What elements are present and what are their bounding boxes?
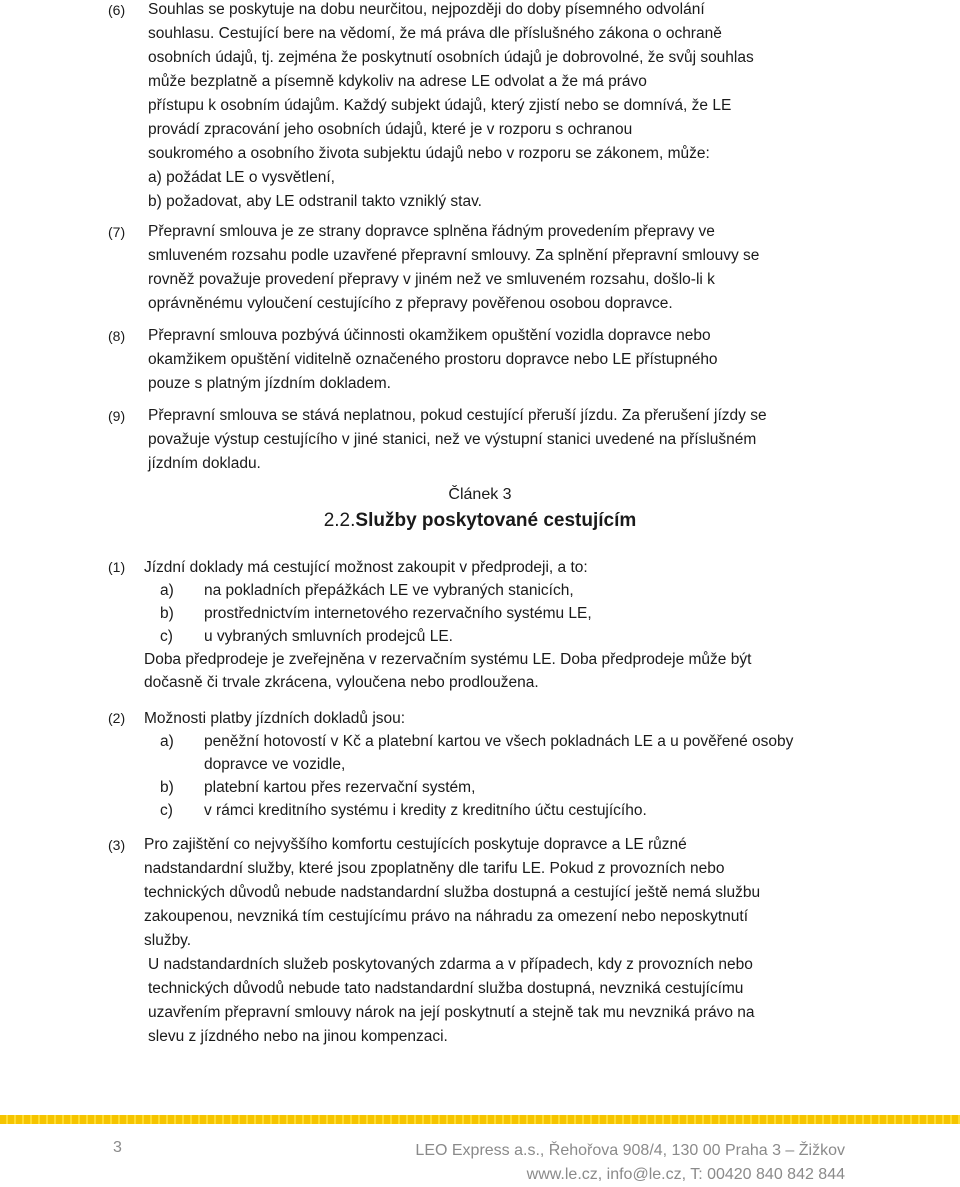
text-line: pouze s platným jízdním dokladem. bbox=[148, 375, 391, 392]
clause-number: (1) bbox=[108, 559, 126, 575]
text-line: osobních údajů, tj. zejména že poskytnutí osobních údajů je dobrovolné, že svůj souhlas bbox=[148, 49, 754, 66]
clause-8 bbox=[108, 324, 848, 396]
text-line: uzavřením přepravní smlouvy nárok na její poskytnutí a stejně tak mu nevzniká právo na bbox=[148, 1004, 755, 1021]
text-line: přístupu k osobním údajům. Každý subjekt údajů, který zjistí nebo se domnívá, že LE bbox=[148, 97, 732, 114]
text-line: zakoupenou, nevzniká tím cestujícímu právo na náhradu za omezení nebo neposkytnutí bbox=[144, 908, 749, 925]
list-item bbox=[160, 579, 848, 602]
item-text: peněžní hotovostí v Kč a platební kartou ve všech pokladnách LE a u pověřené osoby dopravce ve vozidle, bbox=[204, 733, 794, 773]
text-line: technických důvodů nebude tato nadstandardní služba dostupná, nevzniká cestujícímu bbox=[148, 980, 744, 997]
section-intro: Možnosti platby jízdních dokladů jsou: bbox=[144, 710, 406, 727]
text-line: smluveném rozsahu podle uzavřené přepravní smlouvy. Za splnění přepravní smlouvy se bbox=[148, 247, 760, 264]
section-1 bbox=[108, 556, 848, 694]
text-line: soukromého a osobního života subjektu údajů nebo v rozporu se zákonem, může: bbox=[148, 145, 710, 162]
article-heading bbox=[0, 510, 960, 532]
list-item bbox=[160, 776, 848, 799]
text-line: Přepravní smlouva se stává neplatnou, pokud cestující přeruší jízdu. Za přerušení jízdy se bbox=[148, 407, 767, 424]
section-extra bbox=[148, 953, 848, 1049]
item-text: prostřednictvím internetového rezervačního systému LE, bbox=[204, 605, 592, 622]
text-line: U nadstandardních služeb poskytovaných zdarma a v případech, kdy z provozních nebo bbox=[148, 956, 753, 973]
item-marker: b) bbox=[160, 779, 174, 796]
clause-number: (7) bbox=[108, 224, 126, 240]
clause-number: (6) bbox=[108, 2, 126, 18]
clause-number: (3) bbox=[108, 837, 126, 853]
text-line: Pro zajištění co nejvyššího komfortu cestujících poskytuje dopravce a LE různé bbox=[144, 836, 687, 853]
text-line: provádí zpracování jeho osobních údajů, které je v rozporu s ochranou bbox=[148, 121, 633, 138]
list-item bbox=[160, 602, 848, 625]
clause-number: (9) bbox=[108, 408, 126, 424]
text-line: Přepravní smlouva je ze strany dopravce splněna řádným provedením přepravy ve bbox=[148, 223, 715, 240]
text-line: a) požádat LE o vysvětlení, bbox=[148, 169, 335, 186]
text-line: oprávněnému vyloučení cestujícího z přepravy pověřenou osobou dopravce. bbox=[148, 295, 673, 312]
text-line: Doba předprodeje je zveřejněna v rezervačním systému LE. Doba předprodeje může být bbox=[144, 651, 752, 668]
text-line: souhlasu. Cestující bere na vědomí, že má práva dle příslušného zákona o ochraně bbox=[148, 25, 722, 42]
clause-6 bbox=[108, 0, 848, 214]
text-line: služby. bbox=[144, 932, 192, 949]
section-title: Služby poskytované cestujícím bbox=[355, 510, 637, 531]
text-line: okamžikem opuštění viditelně označeného prostoru dopravce nebo LE přístupného bbox=[148, 351, 718, 368]
item-marker: b) bbox=[160, 605, 174, 622]
text-line: rovněž považuje provedení přepravy v jiném než ve smluveném rozsahu, došlo-li k bbox=[148, 271, 715, 288]
item-text: na pokladních přepážkách LE ve vybraných stanicích, bbox=[204, 582, 574, 599]
section-intro: Jízdní doklady má cestující možnost zakoupit v předprodeji, a to: bbox=[144, 559, 588, 576]
footer-address: LEO Express a.s., Řehořova 908/4, 130 00 Praha 3 – Žižkov bbox=[415, 1142, 845, 1159]
item-text: v rámci kreditního systému i kredity z kreditního účtu cestujícího. bbox=[204, 802, 647, 819]
item-text: u vybraných smluvních prodejců LE. bbox=[204, 628, 453, 645]
text-line: jízdním dokladu. bbox=[148, 455, 261, 472]
text-line: Přepravní smlouva pozbývá účinnosti okamžikem opuštění vozidla dopravce nebo bbox=[148, 327, 711, 344]
text-line: dočasně či trvale zkrácena, vyloučena nebo prodloužena. bbox=[144, 674, 539, 691]
item-marker: c) bbox=[160, 628, 173, 645]
item-marker: a) bbox=[160, 582, 174, 599]
clause-number: (8) bbox=[108, 328, 126, 344]
section-note bbox=[144, 648, 848, 694]
footer-accent-bar bbox=[0, 1115, 960, 1124]
list-item bbox=[160, 799, 848, 822]
item-marker: a) bbox=[160, 733, 174, 750]
text-line: považuje výstup cestujícího v jiné stanici, než ve výstupní stanici uvedené na příslušném bbox=[148, 431, 757, 448]
article-label: Článek 3 bbox=[448, 486, 512, 503]
clause-7 bbox=[108, 220, 848, 316]
section-2 bbox=[108, 707, 848, 822]
list-item bbox=[160, 625, 848, 648]
text-line: Souhlas se poskytuje na dobu neurčitou, nejpozději do doby písemného odvolání bbox=[148, 1, 705, 18]
text-line: může bezplatně a písemně kdykoliv na adrese LE odvolat a že má právo bbox=[148, 73, 647, 90]
footer-contact: www.le.cz, info@le.cz, T: 00420 840 842 844 bbox=[526, 1166, 845, 1183]
item-text: platební kartou přes rezervační systém, bbox=[204, 779, 476, 796]
page-number: 3 bbox=[113, 1139, 122, 1156]
text-line: nadstandardní služby, které jsou zpoplatněny dle tarifu LE. Pokud z provozních nebo bbox=[144, 860, 725, 877]
text-line: technických důvodů nebude nadstandardní služba dostupná a cestující ještě nemá službu bbox=[144, 884, 761, 901]
clause-number: (2) bbox=[108, 710, 126, 726]
text-line: slevu z jízdného nebo na jinou kompenzaci. bbox=[148, 1028, 448, 1045]
text-line: b) požadovat, aby LE odstranil takto vzniklý stav. bbox=[148, 193, 482, 210]
section-3 bbox=[108, 833, 848, 1049]
section-number: 2.2. bbox=[323, 510, 356, 531]
clause-9 bbox=[108, 404, 848, 476]
item-marker: c) bbox=[160, 802, 173, 819]
list-item bbox=[160, 730, 844, 776]
